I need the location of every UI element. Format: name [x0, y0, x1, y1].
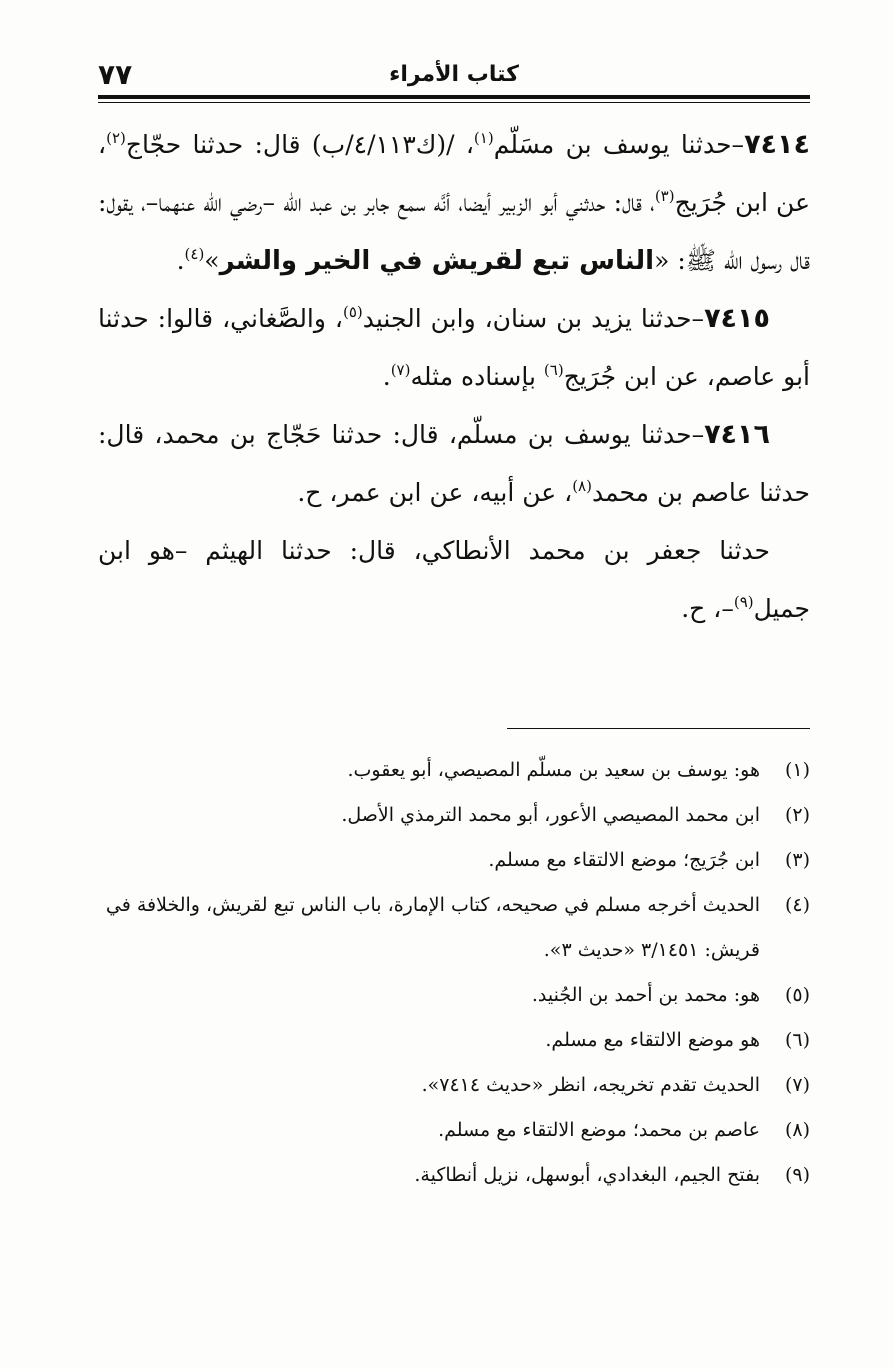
footnote-item	[98, 883, 810, 973]
header-rule-thin	[98, 102, 810, 103]
book-title: كتاب الأمراء	[389, 62, 519, 87]
hadith-text: »	[204, 246, 220, 275]
footnote-text: هو موضع الالتقاء مع مسلم.	[545, 1029, 760, 1051]
footnote-ref: (٤)	[184, 245, 205, 263]
footnote-ref: (٢)	[106, 129, 126, 147]
hadith-paragraph-7414	[98, 116, 810, 290]
footnote-number: (٧)	[784, 1074, 810, 1096]
footnote-ref: (٨)	[572, 477, 592, 495]
footnotes	[98, 748, 810, 1198]
hadith-number: ٧٤١٦	[704, 419, 770, 450]
hadith-number: ٧٤١٥	[704, 303, 770, 334]
main-text	[98, 116, 810, 638]
hadith-text: ، /(ك٤/١١٣/ب) قال: حدثنا حجّاج	[125, 130, 474, 159]
footnote-number: (٦)	[784, 1029, 810, 1051]
hadith-text: بإسناده مثله	[410, 362, 544, 391]
hadith-chain-paragraph	[98, 522, 810, 638]
footnote-text: الحديث تقدم تخريجه، انظر «حديث ٧٤١٤».	[421, 1074, 760, 1096]
hadith-paragraph-7416	[98, 406, 810, 522]
footnote-number: (١)	[784, 759, 810, 781]
hadith-text: –حدثنا يوسف بن مسَلّم	[493, 130, 745, 159]
footnote-text: بفتح الجيم، البغدادي، أبوسهل، نزيل أنطاكية.	[414, 1164, 760, 1186]
footnote-separator	[507, 728, 810, 729]
footnote-ref: (٧)	[390, 361, 411, 379]
footnote-number: (٣)	[784, 849, 810, 871]
hadith-text: –حدثنا يزيد بن سنان، وابن الجنيد	[362, 304, 705, 333]
footnote-ref: (١)	[473, 129, 494, 147]
footnote-number: (٥)	[784, 984, 810, 1006]
page-number: ٧٧	[98, 58, 133, 91]
prophetic-quote: الناس تبع لقريش في الخير والشر	[219, 246, 655, 276]
hadith-text: حدثنا جعفر بن محمد الأنطاكي، قال: حدثنا الهيثم –هو ابن جميل	[98, 536, 810, 623]
footnote-item	[98, 748, 810, 793]
footnote-item	[98, 793, 810, 838]
hadith-text: ، عن ابن جُرَيج	[98, 130, 811, 217]
hadith-text: ، والصَّغاني، قالوا: حدثنا أبو عاصم، عن ابن جُرَيج	[98, 304, 810, 391]
header-rule-thick	[98, 95, 810, 99]
footnote-text: عاصم بن محمد؛ موضع الالتقاء مع مسلم.	[438, 1119, 760, 1141]
footnote-number: (٢)	[784, 804, 810, 826]
hadith-text: ، قال: حدثني أبو الزبير أيضا، أنَّه سمع جابر بن عبد الله –رضي الله عنهما–، يقول: قال رسول الله ﷺ: «	[98, 188, 810, 275]
footnote-item	[98, 838, 810, 883]
footnote-number: (٤)	[784, 894, 810, 916]
footnote-ref: (٩)	[733, 593, 754, 611]
footnote-text: هو: محمد بن أحمد بن الجُنيد.	[531, 984, 760, 1006]
hadith-text: –حدثنا يوسف بن مسلّم، قال: حدثنا حَجّاج بن محمد، قال: حدثنا عاصم بن محمد	[98, 420, 810, 507]
footnote-item	[98, 973, 810, 1018]
footnote-text: ابن محمد المصيصي الأعور، أبو محمد الترمذي الأصل.	[341, 804, 760, 826]
hadith-paragraph-7415	[98, 290, 810, 406]
footnote-ref: (٦)	[543, 361, 564, 379]
footnote-text: الحديث أخرجه مسلم في صحيحه، كتاب الإمارة، باب الناس تبع لقريش، والخلافة في قريش: ٣/١٤٥١ «حديث ٣».	[105, 894, 760, 961]
hadith-number: ٧٤١٤	[744, 129, 810, 160]
footnote-item	[98, 1018, 810, 1063]
hadith-text: ، عن أبيه، عن ابن عمر، ح.	[297, 478, 573, 507]
footnote-ref: (٣)	[654, 187, 675, 205]
footnote-item	[98, 1108, 810, 1153]
footnote-number: (٨)	[784, 1119, 810, 1141]
hadith-text: .	[382, 362, 391, 391]
footnote-ref: (٥)	[342, 303, 363, 321]
footnote-number: (٩)	[784, 1164, 810, 1186]
footnote-item	[98, 1063, 810, 1108]
footnote-text: هو: يوسف بن سعيد بن مسلّم المصيصي، أبو يعقوب.	[347, 759, 760, 781]
footnote-item	[98, 1153, 810, 1198]
footnote-text: ابن جُرَيج؛ موضع الالتقاء مع مسلم.	[488, 849, 760, 871]
page-header	[98, 58, 810, 92]
hadith-text: –، ح.	[681, 594, 734, 623]
hadith-text: .	[176, 246, 185, 275]
